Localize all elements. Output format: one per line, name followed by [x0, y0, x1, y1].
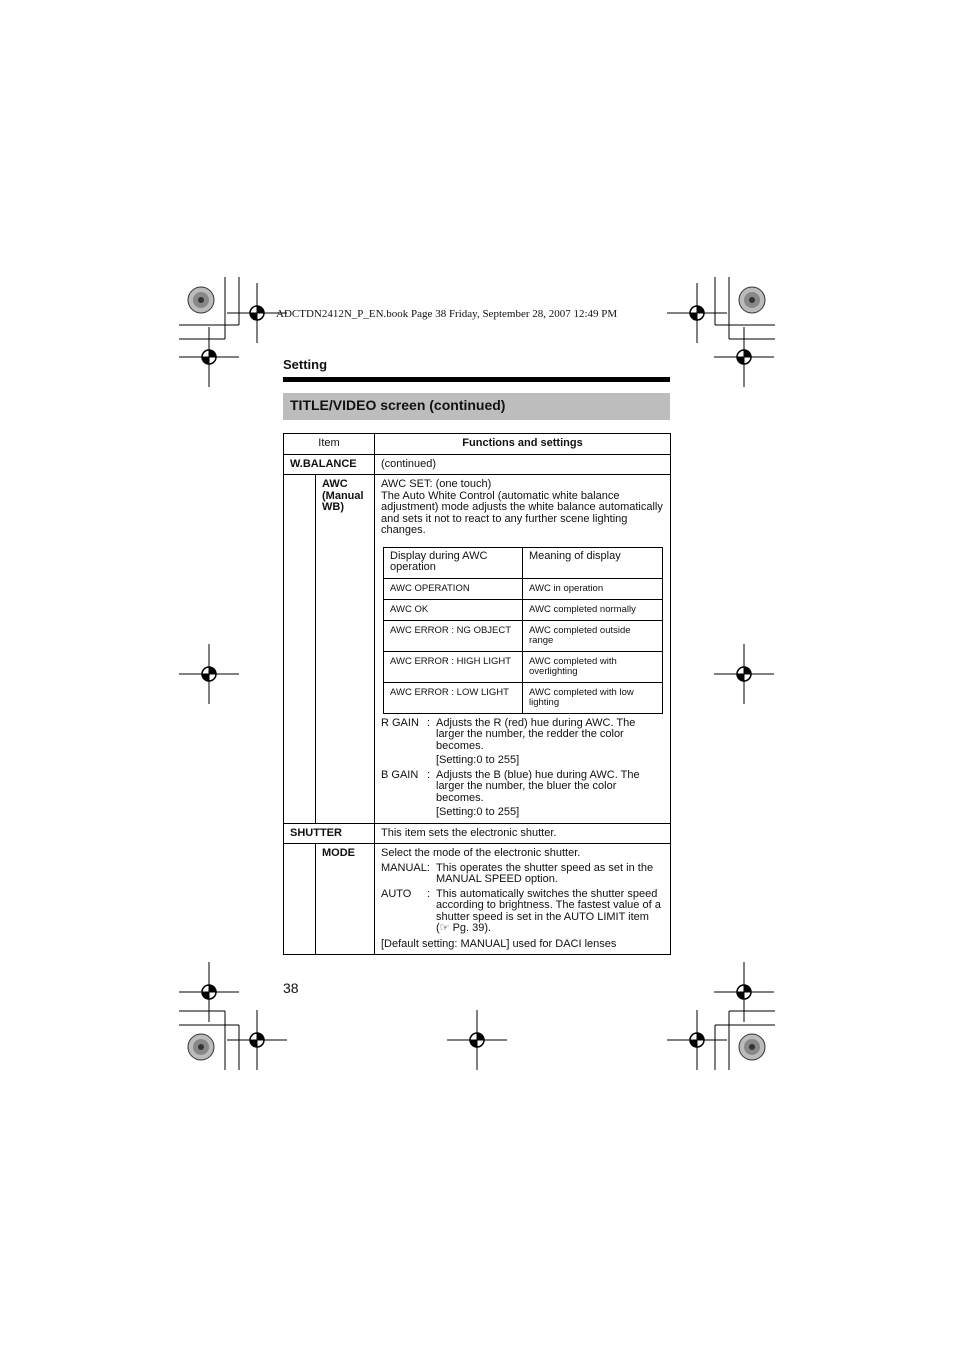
b-gain-entry	[381, 770, 664, 805]
indent-cell	[284, 844, 316, 955]
awc-description: The Auto White Control (automatic white balance adjustment) mode adjusts the white balance automatically and sets it not to react to any further scene lighting changes.	[381, 489, 663, 536]
r-gain-key: R GAIN	[381, 716, 419, 729]
header-item: Item	[284, 434, 375, 455]
section-label: Setting	[283, 357, 328, 372]
awc-display: AWC ERROR : HIGH LIGHT	[384, 651, 523, 682]
auto-key: AUTO	[381, 887, 412, 900]
table-row	[284, 454, 671, 475]
awc-display: AWC OPERATION	[384, 578, 523, 599]
auto-entry	[381, 889, 664, 935]
mode-description-cell	[375, 844, 671, 955]
table-row	[384, 651, 663, 682]
r-gain-entry	[381, 718, 664, 753]
auto-text: This automatically switches the shutter speed according to brightness. The fastest value of a shutter speed is set in the AUTO LIMIT item (☞ Pg. 39).	[436, 887, 661, 934]
colon: :	[427, 768, 431, 781]
awc-display: AWC ERROR : LOW LIGHT	[384, 682, 523, 713]
table-row	[384, 620, 663, 651]
mode-label: MODE	[316, 844, 375, 955]
manual-text: This operates the shutter speed as set in the MANUAL SPEED option.	[436, 861, 654, 885]
awc-display-header	[384, 547, 663, 578]
table-row	[284, 475, 671, 824]
table-row	[384, 682, 663, 713]
manual-key: MANUAL:	[381, 861, 430, 874]
awc-display-table	[383, 547, 663, 714]
settings-table	[283, 433, 671, 955]
indent-cell	[284, 475, 316, 824]
wbalance-continued: (continued)	[375, 454, 671, 475]
r-gain-setting: [Setting:0 to 255]	[436, 754, 520, 766]
header-functions: Functions and settings	[375, 434, 671, 455]
wbalance-label: W.BALANCE	[284, 454, 375, 475]
mode-default: [Default setting: MANUAL] used for DACI lenses	[381, 937, 617, 950]
b-gain-setting: [Setting:0 to 255]	[436, 806, 520, 818]
r-gain-text: Adjusts the R (red) hue during AWC. The larger the number, the redder the color becomes.	[436, 716, 636, 752]
awc-meaning: AWC in operation	[523, 578, 663, 599]
table-row	[284, 844, 671, 955]
awc-display: AWC OK	[384, 599, 523, 620]
colon: :	[427, 887, 431, 900]
section-banner	[283, 393, 670, 420]
table-row	[384, 578, 663, 599]
header-rule	[283, 377, 670, 382]
awc-meaning: AWC completed with low lighting	[523, 682, 663, 713]
shutter-label: SHUTTER	[284, 823, 375, 844]
table-row	[284, 823, 671, 844]
awc-header-meaning: Meaning of display	[523, 547, 663, 578]
b-gain-key: B GAIN	[381, 768, 419, 781]
awc-set-line: AWC SET: (one touch)	[381, 478, 492, 490]
page-number: 38	[283, 980, 299, 996]
shutter-text: This item sets the electronic shutter.	[375, 823, 671, 844]
manual-entry	[381, 863, 664, 886]
awc-display: AWC ERROR : NG OBJECT	[384, 620, 523, 651]
mode-intro: Select the mode of the electronic shutter.	[381, 847, 581, 859]
colon: :	[427, 716, 431, 729]
awc-header-display: Display during AWC operation	[384, 547, 523, 578]
banner-title: TITLE/VIDEO screen (continued)	[290, 397, 506, 413]
awc-meaning: AWC completed outside range	[523, 620, 663, 651]
b-gain-text: Adjusts the B (blue) hue during AWC. The larger the number, the bluer the color becomes.	[436, 768, 640, 804]
awc-label: AWC (Manual WB)	[316, 475, 375, 824]
table-header-row	[284, 434, 671, 455]
awc-meaning: AWC completed normally	[523, 599, 663, 620]
awc-meaning: AWC completed with overlighting	[523, 651, 663, 682]
awc-description-cell	[375, 475, 671, 824]
table-row	[384, 599, 663, 620]
print-header: ADCTDN2412N_P_EN.book Page 38 Friday, September 28, 2007 12:49 PM	[276, 308, 618, 320]
